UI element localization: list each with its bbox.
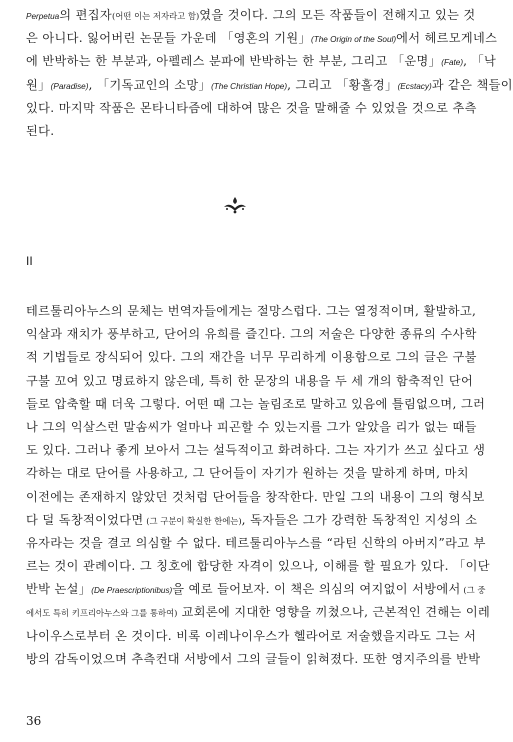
text-line: 된다. <box>26 123 55 138</box>
text-line: 나 그의 익살스런 말솜씨가 얼마나 피곤할 수 있는지를 그가 알았을 리가 없는 때들 <box>26 419 477 434</box>
text-run: 다 덜 독창적이었다면 <box>26 512 144 527</box>
latin-term: (Fate) <box>441 58 464 68</box>
text-run: 교회론에 지대한 영향을 끼쳤으나, 근본적인 견해는 이레 <box>177 605 491 620</box>
text-line: 나이우스로부터 온 것이다. 비록 이레나이우스가 헬라어로 저술했을지라도 그는 서 <box>26 628 477 643</box>
text-run: 에서 헤르모게네스 <box>396 31 498 46</box>
text-line: 있다. 마지막 작품은 몬타니타즘에 대하여 많은 것을 말해줄 수 있었을 것으로 추측 <box>26 100 477 115</box>
inline-note: 에서도 특히 키프리아누스와 그를 통하여) <box>26 608 178 619</box>
text-line <box>26 509 478 532</box>
inline-note: (어떤 이는 저자라고 함) <box>111 11 200 21</box>
body-paragraph <box>26 300 491 671</box>
text-line <box>26 27 498 50</box>
text-line: 적 기법들로 장식되어 있다. 그의 재간을 너무 무리하게 이용함으로 그의 글은 구불 <box>26 350 477 365</box>
latin-term: Perpetua <box>26 12 60 21</box>
latin-term: (Paradise) <box>50 81 89 91</box>
text-line <box>26 578 486 601</box>
text-line: 익살과 재치가 풍부하고, 단어의 유희를 즐긴다. 그의 저술은 다양한 종류의 수사학 <box>26 327 477 342</box>
top-paragraph <box>26 4 513 143</box>
fleuron-ornament <box>221 196 249 214</box>
section-number: II <box>26 254 33 268</box>
text-line: 테르툴리아누스의 문체는 번역자들에게는 절망스럽다. 그는 열정적이며, 활발하고, <box>26 304 477 318</box>
text-run: , 「기독교인의 소망」 <box>88 77 212 92</box>
text-run: 원」 <box>26 77 51 92</box>
latin-term: (De Praescriptionibus) <box>91 586 173 596</box>
latin-term: (The Origin of the Soul) <box>310 35 397 45</box>
text-run: 였을 것이다. 그의 모든 작품들이 전해지고 있는 것 <box>199 8 476 22</box>
text-run: 에 반박하는 한 부분과, 아펠레스 분파에 반박하는 한 부분, 그리고 「운명」 <box>26 54 442 69</box>
text-run: , 「낙 <box>463 54 497 69</box>
text-run: , 독자들은 그가 강력한 독창적인 지성의 소 <box>241 512 478 527</box>
text-line: 구불 꼬여 있고 명료하지 않은데, 특히 한 문장의 내용을 두 세 개의 함축적인 단어 <box>26 373 474 388</box>
text-line <box>26 601 491 624</box>
text-line: 방의 감독이었으며 추측컨대 서방에서 그의 글들이 읽혀졌다. 또한 영지주의를 반박 <box>26 651 481 666</box>
page-number: 36 <box>26 714 42 728</box>
text-line <box>26 50 497 73</box>
inline-note: (그 중 <box>460 585 486 596</box>
latin-term: (The Christian Hope) <box>211 81 288 91</box>
text-run: 반박 논설」 <box>26 582 92 597</box>
text-run: , 그리고 「황홀경」 <box>287 77 398 92</box>
text-run: 의 편집자 <box>59 8 112 22</box>
text-run: 을 예로 들어보자. 이 책은 의심의 여지없이 서방에서 <box>172 582 461 597</box>
text-run: 은 아니다. 잃어버린 논문들 가운데 「영혼의 기원」 <box>26 31 311 46</box>
text-line <box>26 74 513 97</box>
text-run: 과 같은 책들이 <box>431 77 513 92</box>
text-line: 이전에는 존재하지 않았던 것처럼 단어들을 창작한다. 만일 그의 내용이 그의 형식보 <box>26 489 485 504</box>
latin-term: (Ecstacy) <box>397 81 432 91</box>
text-line <box>26 4 476 27</box>
text-line: 르는 것이 관례이다. 그 칭호에 합당한 자격이 있으나, 이해를 할 필요가 있다. 「이단 <box>26 559 490 574</box>
text-line: 각하는 대로 단어를 사용하고, 그 단어들이 자기가 원하는 것을 말하게 하며, 마치 <box>26 466 469 481</box>
text-line: 유자라는 것을 결코 의심할 수 없다. 테르툴리아누스를 “라틴 신학의 아버지”라고 부 <box>26 535 486 550</box>
inline-note: (그 구분이 확실한 한에는) <box>143 515 242 526</box>
text-line: 들로 압축할 때 더욱 그렇다. 어떤 때 그는 놀림조로 말하고 있음에 틀림없으며, 그러 <box>26 396 486 411</box>
text-line: 도 있다. 그러나 좋게 보아서 그는 설득적이고 화려하다. 그는 자기가 쓰고 싶다고 생 <box>26 443 486 458</box>
